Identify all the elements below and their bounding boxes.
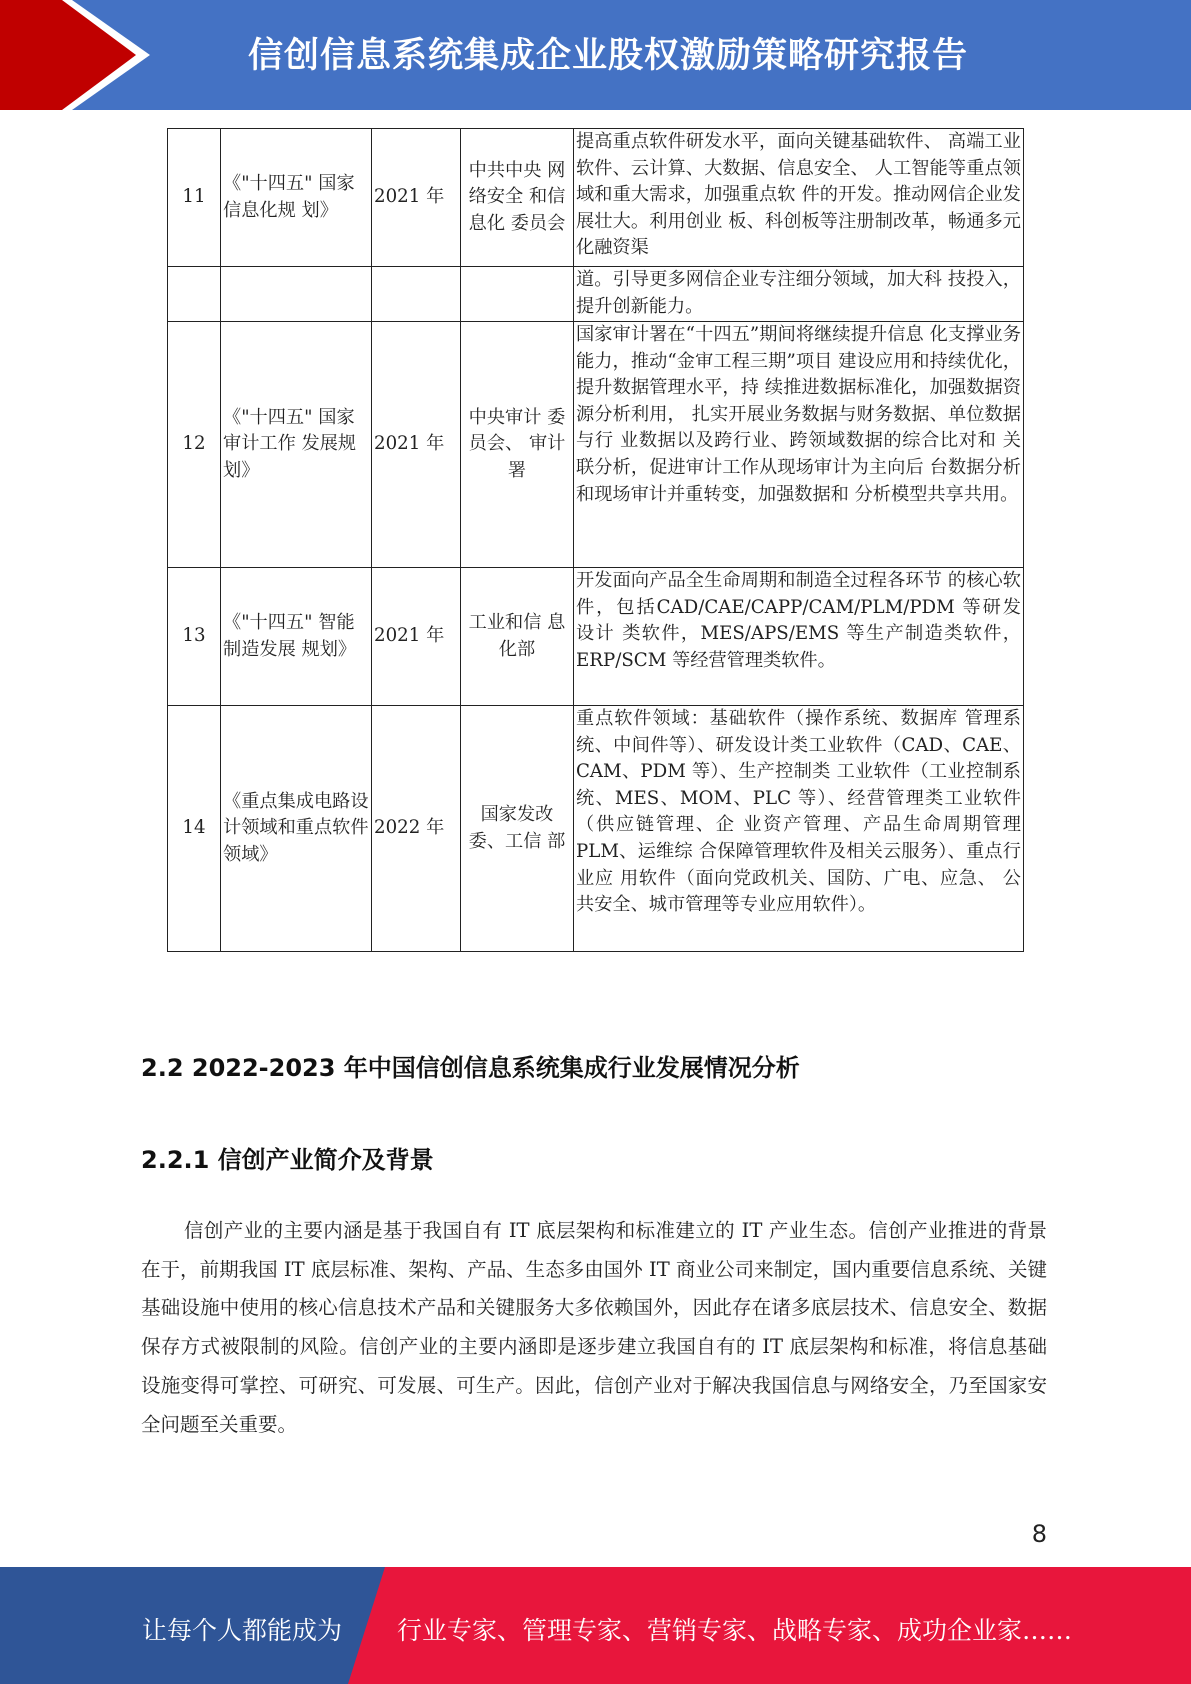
table-row	[168, 129, 1024, 267]
report-title: 信创信息系统集成企业股权激励策略研究报告	[248, 36, 969, 76]
row-number: 14	[168, 706, 221, 952]
issuing-organization: 国家发改委、工信 部	[461, 706, 574, 952]
table-row	[168, 322, 1024, 568]
row-number	[168, 267, 221, 322]
policy-content: 开发面向产品全生命周期和制造全过程各环节 的核心软件，包括CAD/CAE/CAPP/CAM/PLM/PDM 等研发设计 类软件，MES/APS/EMS 等生产制造类软件， ERP/SCM 等经营管理类软件。	[574, 568, 1024, 706]
policy-year: 2021 年	[372, 322, 461, 568]
row-number: 11	[168, 129, 221, 267]
policy-name: 《重点集成电路设计领域和重点软件领域》	[221, 706, 372, 952]
policy-content: 道。引导更多网信企业专注细分领域，加大科 技投入，提升创新能力。	[574, 267, 1024, 322]
footer-banner	[0, 1567, 1191, 1684]
policy-name: 《"十四五" 智能制造发展 规划》	[221, 568, 372, 706]
table-row	[168, 267, 1024, 322]
page-number: 8	[1031, 1520, 1047, 1548]
subsection-heading: 2.2.1 信创产业简介及背景	[141, 1146, 434, 1174]
policy-year: 2021 年	[372, 129, 461, 267]
section-heading: 2.2 2022-2023 年中国信创信息系统集成行业发展情况分析	[141, 1054, 800, 1082]
header-arrow-decoration	[0, 0, 160, 110]
footer-slogan-left: 让每个人都能成为	[142, 1616, 343, 1645]
issuing-organization: 中央审计 委员会、 审计署	[461, 322, 574, 568]
table-row	[168, 706, 1024, 952]
header-banner	[0, 0, 1191, 110]
footer-slogan-right: 行业专家、管理专家、营销专家、战略专家、成功企业家……	[397, 1616, 1073, 1645]
policy-name: 《"十四五" 国家审计工作 发展规划》	[221, 322, 372, 568]
policy-year: 2021 年	[372, 568, 461, 706]
policy-year	[372, 267, 461, 322]
row-number: 13	[168, 568, 221, 706]
row-number: 12	[168, 322, 221, 568]
issuing-organization: 工业和信 息化部	[461, 568, 574, 706]
body-paragraph: 信创产业的主要内涵是基于我国自有 IT 底层架构和标准建立的 IT 产业生态。信创产业推进的背景在于，前期我国 IT 底层标准、架构、产品、生态多由国外 IT 商业公司来制定，国内重要信息系统、关键基础设施中使用的核心信息技术产品和关键服务大多依赖国外，因此存在诸多底层技术、信息安全、数据保存方式被限制的风险。信创产业的主要内涵即是逐步建立我国自有的 IT 底层架构和标准，将信息基础设施变得可掌控、可研究、可发展、可生产。因此，信创产业对于解决我国信息与网络安全，乃至国家安全问题至关重要。	[141, 1219, 1047, 1436]
issuing-organization	[461, 267, 574, 322]
policy-content: 提高重点软件研发水平，面向关键基础软件、 高端工业软件、云计算、大数据、信息安全、 人工智能等重点领域和重大需求，加强重点软 件的开发。推动网信企业发展壮大。利用创业 板、科创板等注册制改革，畅通多元化融资渠	[574, 129, 1024, 267]
policy-table	[167, 128, 1024, 952]
issuing-organization: 中共中央 网络安全 和信息化 委员会	[461, 129, 574, 267]
policy-year: 2022 年	[372, 706, 461, 952]
policy-content: 国家审计署在“十四五”期间将继续提升信息 化支撑业务能力，推动“金审工程三期”项目 建设应用和持续优化，提升数据管理水平，持 续推进数据标准化，加强数据资源分析利用， 扎实开展业务数据与财务数据、单位数据与行 业数据以及跨行业、跨领域数据的综合比对和 关联分析，促进审计工作从现场审计为主向后 台数据分析和现场审计并重转变，加强数据和 分析模型共享共用。	[574, 322, 1024, 568]
table-row	[168, 568, 1024, 706]
policy-name: 《"十四五" 国家信息化规 划》	[221, 129, 372, 267]
policy-content: 重点软件领域：基础软件（操作系统、数据库 管理系统、中间件等）、研发设计类工业软件（CAD、CAE、CAM、PDM 等）、生产控制类 工业软件（工业控制系统、MES、MOM、PLC 等）、经营管理类工业软件（供应链管理、企 业资产管理、产品生命周期管理 PLM、运维综 合保障管理软件及相关云服务）、重点行业应 用软件（面向党政机关、国防、广电、应急、 公共安全、城市管理等专业应用软件）。	[574, 706, 1024, 952]
policy-name	[221, 267, 372, 322]
